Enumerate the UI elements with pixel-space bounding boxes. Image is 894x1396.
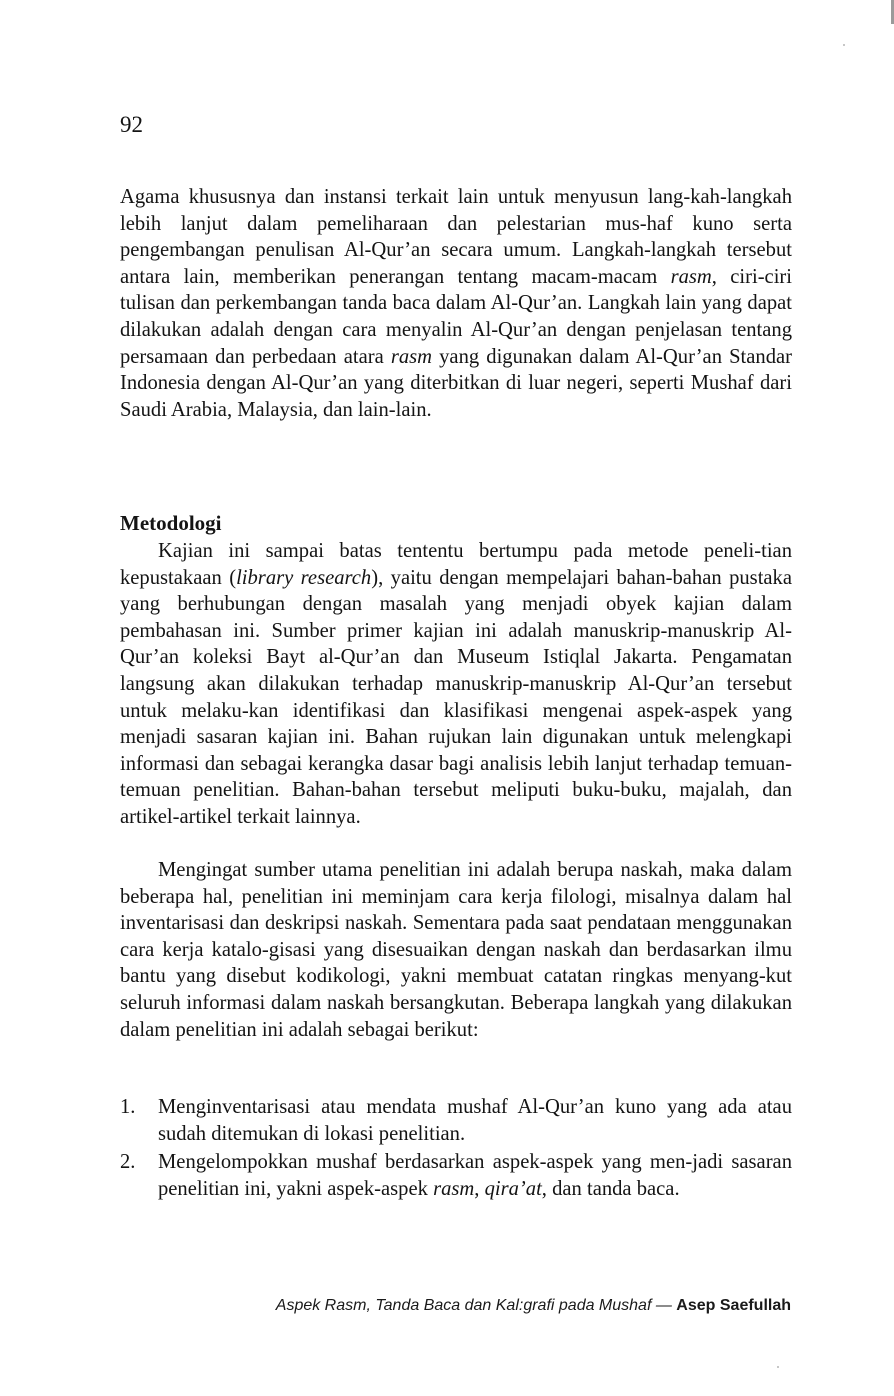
text-run: Kajian ini sampai batas tententu bertumpu pada metode peneli-tian kepustakaan (: [120, 540, 792, 589]
text-run: yang digunakan dalam Al-Qur’an Standar Indonesia dengan Al-Qur’an yang diterbitkan di luar negeri, seperti Mushaf dari Saudi Arabia, Malaysia, dan lain-lain.: [120, 345, 793, 421]
text-run: , ciri-ciri tulisan dan perkembangan tanda baca dalam Al-Qur’an. Langkah lain yang dapat dilakukan adalah dengan cara menyalin Al-Qur’an dengan penjelasan tentang persamaan dan perbedaan atara: [120, 265, 792, 368]
text-run: Agama khususnya dan instansi terkait lain untuk menyusun lang-kah-langkah lebih lanjut dalam pemeliharaan dan pelestarian mus-haf kuno serta pengembangan penulisan Al-Qur’an secara umum. Langkah-langkah tersebut antara lain, memberikan penerangan tentang macam-macam: [120, 186, 792, 288]
italic-term: library research: [236, 566, 372, 589]
italic-term: rasm: [670, 265, 712, 288]
list-number: 2.: [120, 1151, 136, 1174]
list-item-text: [158, 1096, 792, 1145]
text-run: Mengingat sumber utama penelitian ini adalah berupa naskah, maka dalam beberapa hal, penelitian ini meminjam cara kerja filologi, misalnya dalam hal inventarisasi dan deskripsi naskah. Sementara pada saat pendataan menggunakan cara kerja katalo-gisasi yang disesuaikan dengan naskah dan berdasarkan ilmu bantu yang disebut kodikologi, yakni membuat catatan ringkas menyang-kut seluruh informasi dalam naskah bersangkutan. Beberapa langkah yang dilakukan dalam penelitian ini adalah sebagai berikut:: [120, 859, 792, 1041]
italic-term: rasm: [390, 345, 433, 368]
list-item-text: [158, 1151, 792, 1200]
italic-term: qira’at: [484, 1177, 542, 1200]
methodology-paragraph: [120, 538, 792, 831]
running-footer: [276, 1296, 791, 1316]
page-number: 92: [120, 112, 143, 137]
scan-speck: [843, 44, 845, 46]
intro-paragraph: [120, 184, 792, 423]
list-item: [120, 1149, 792, 1202]
text-run: ), yaitu dengan mempelajari bahan-bahan pustaka yang berhubungan dengan masalah yang menjadi obyek kajian dalam pembahasan ini. Sumber primer kajian ini adalah manuskrip-manuskrip Al-Qur’an koleksi Bayt al-Qur’an dan Museum Istiqlal Jakarta. Pengamatan langsung akan dilakukan terhadap manuskrip-manuskrip Al-Qur’an tersebut untuk melaku-kan identifikasi dan klasifikasi mengenai aspek-aspek yang menjadi sasaran kajian ini. Bahan rujukan lain digunakan untuk melengkapi informasi dan sebagai kerangka dasar bagi analisis lebih lanjut terhadap temuan-temuan penelitian. Bahan-bahan tersebut meliputi buku-buku, majalah, dan artikel-artikel terkait lainnya.: [120, 566, 792, 828]
footer-author: Asep Saefullah: [676, 1297, 791, 1314]
steps-list: [120, 1094, 792, 1204]
list-number: 1.: [120, 1096, 136, 1118]
text-run: Menginventarisasi atau mendata mushaf Al-Qur’an kuno yang ada atau sudah ditemukan di lokasi penelitian.: [158, 1096, 792, 1145]
text-run: ,: [474, 1177, 485, 1200]
text-run: , dan tanda baca.: [541, 1177, 680, 1200]
list-item: [120, 1094, 792, 1147]
steps-intro-paragraph: [120, 857, 792, 1043]
text-run: Mengelompokkan mushaf berdasarkan aspek-aspek yang men-jadi sasaran penelitian ini, yakni aspek-aspek: [158, 1151, 792, 1200]
section-heading-metodologi: Metodologi: [120, 511, 222, 535]
scan-speck: [777, 1366, 779, 1368]
italic-term: rasm: [433, 1177, 475, 1200]
footer-book-title: Aspek Rasm, Tanda Baca dan Kal:grafi pada Mushaf: [275, 1297, 652, 1314]
footer-separator: —: [651, 1297, 677, 1314]
